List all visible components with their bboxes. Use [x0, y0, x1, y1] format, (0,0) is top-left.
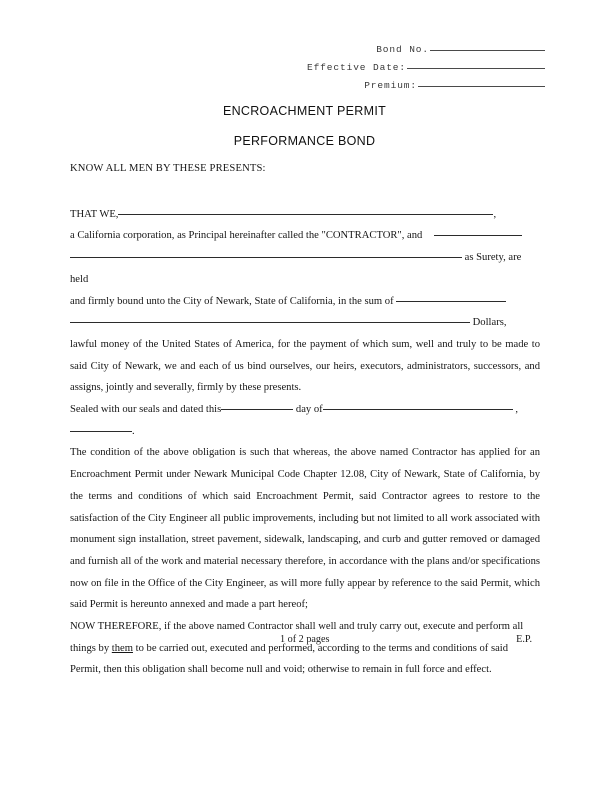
- seal-month-blank-line[interactable]: [323, 409, 513, 410]
- document-body: [70, 158, 540, 681]
- surety-continuation-blank-line[interactable]: [70, 257, 462, 258]
- seal-year-blank-line[interactable]: [70, 431, 132, 432]
- condition-paragraph: The condition of the above obligation is such that whereas, the above named Contractor has applied for an Encroachment Permit under Newark Municipal Code Chapter 12.08, City of Newark, State of California, by the terms and conditions of which said Encroachment Permit, said Contractor agrees to restore to the satisfaction of the City Engineer all public improvements, including but not limited to all work associated with monument sign installation, street pavement, sidewalk, landscaping, and curb and gutter removed or damaged and furnish all of the work and material necessary therefore, in accordance with the plans and/or specifications now on file in the Office of the City Engineer, as will more fully appear by reference to the said Permit, which said Permit is hereunto annexed and made a part hereof;: [70, 447, 540, 611]
- them-underlined-word: them: [111, 642, 133, 654]
- sealed-comma: ,: [515, 404, 518, 416]
- that-we-trailing-comma: ,: [493, 208, 497, 220]
- effective-date-blank-line[interactable]: [407, 68, 545, 69]
- sealed-lead-text: Sealed with our seals and dated this: [70, 404, 222, 416]
- page-title-line-1: ENCROACHMENT PERMIT: [222, 104, 387, 118]
- effective-date-row: [0, 62, 545, 80]
- effective-date-label: Effective Date:: [306, 62, 406, 73]
- page-title-line-2: PERFORMANCE BOND: [233, 134, 376, 148]
- premium-blank-line[interactable]: [418, 86, 545, 87]
- sum-amount-blank-line[interactable]: [396, 301, 506, 302]
- premium-row: [0, 80, 545, 98]
- bound-sum-text: and firmly bound unto the City of Newark, State of California, in the sum of: [70, 295, 394, 307]
- premium-label: Premium:: [364, 80, 417, 91]
- bond-no-blank-line[interactable]: [430, 50, 545, 51]
- bond-no-label: Bond No.: [376, 44, 429, 55]
- principal-line: [70, 225, 540, 247]
- page-number-label: 1 of 2 pages: [280, 634, 330, 645]
- sealed-dated-line: [70, 399, 540, 442]
- now-therefore-text-part-1: NOW THEREFORE, if the above named Contractor shall well and truly carry out, execute and perform all things by: [70, 621, 524, 654]
- initials-label: E.P.: [516, 634, 532, 645]
- header-fields-block: [0, 44, 545, 98]
- that-we-line: [70, 204, 540, 226]
- document-title-block: [0, 104, 609, 164]
- sealed-period: .: [132, 425, 135, 437]
- that-we-label: THAT WE,: [70, 208, 119, 220]
- sum-amount-words-blank-line[interactable]: [70, 322, 470, 323]
- contractor-name-blank-line[interactable]: [118, 214, 493, 215]
- salutation-text: KNOW ALL MEN BY THESE PRESENTS:: [70, 163, 266, 174]
- lawful-money-paragraph: lawful money of the United States of America, for the payment of which sum, well and truly to be made to said City of Newark, we and each of us bind ourselves, our heirs, executors, administrators, successors, and assigns, jointly and severally, firmly by these presents.: [70, 338, 540, 394]
- seal-day-blank-line[interactable]: [221, 409, 293, 410]
- surety-name-blank-line[interactable]: [434, 235, 522, 236]
- surety-line: [70, 247, 540, 290]
- principal-text: a California corporation, as Principal hereinafter called the "CONTRACTOR", and: [70, 230, 423, 242]
- dollars-label: Dollars,: [472, 317, 507, 329]
- surety-tail-text: as Surety, are held: [70, 252, 522, 285]
- document-footer: [70, 634, 540, 650]
- now-therefore-text-part-2: to be carried out, executed and performed, according to the terms and conditions of said Permit, then this obligation shall become null and void; otherwise to remain in full force and effect.: [70, 642, 509, 676]
- bond-no-row: [0, 44, 545, 62]
- sealed-day-of-text: day of: [295, 404, 323, 416]
- bound-sum-line: [70, 291, 540, 313]
- dollars-line: [70, 312, 540, 334]
